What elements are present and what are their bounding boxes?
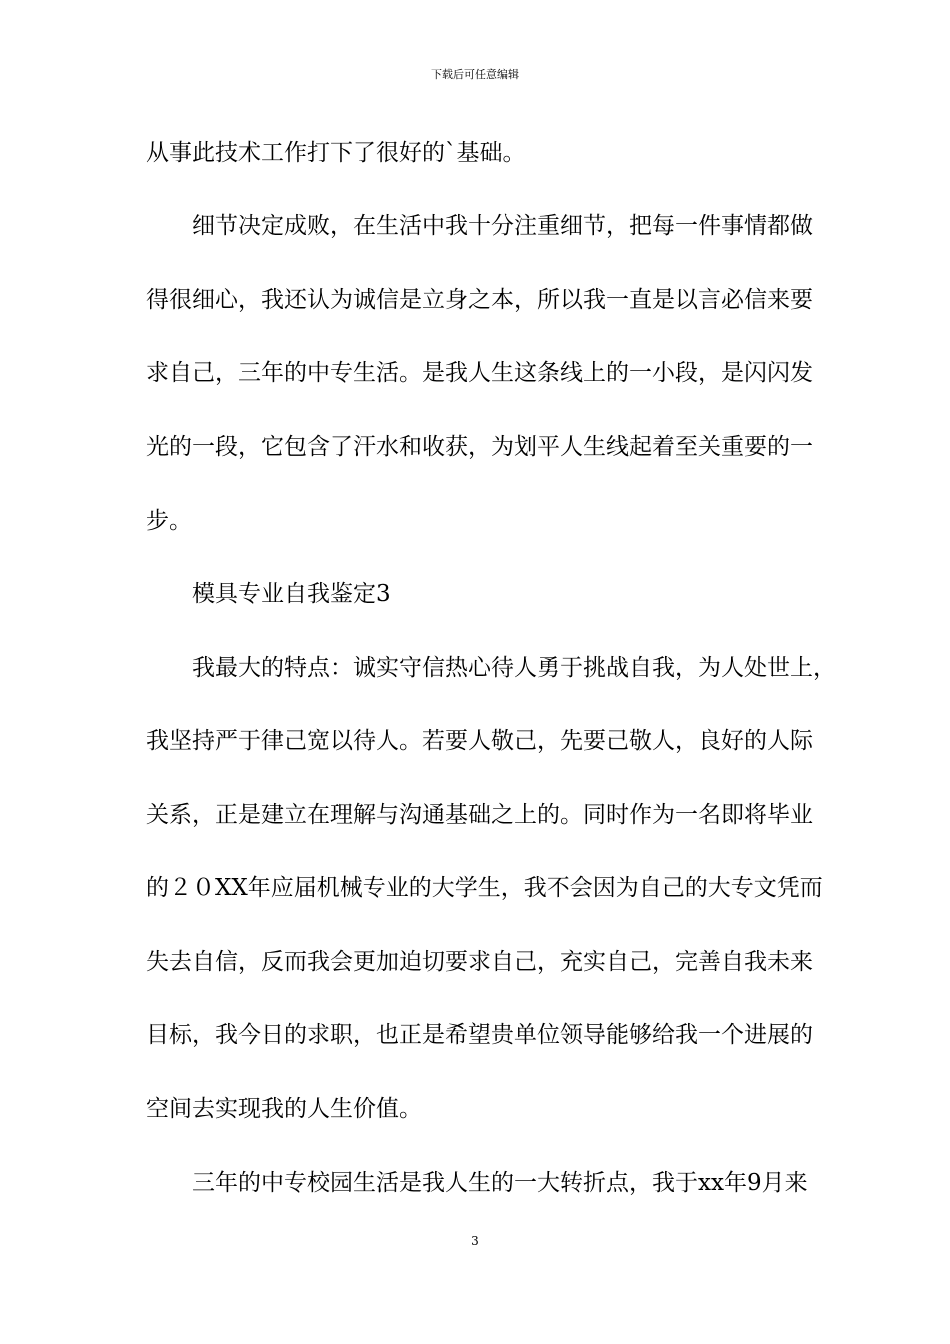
page-number: 3 xyxy=(471,1234,479,1248)
text-line: 得很细心，我还认为诚信是立身之本，所以我一直是以言必信来要 xyxy=(146,287,813,313)
text-line: 失去自信，反而我会更加迫切要求自己，充实自己，完善自我未来 xyxy=(146,949,813,975)
paragraph-first-line: 三年的中专校园生活是我人生的一大转折点，我于xx年9月来 xyxy=(192,1170,808,1196)
text-line: 从事此技术工作打下了很好的`基础。 xyxy=(146,140,526,166)
paragraph-first-line: 细节决定成败，在生活中我十分注重细节，把每一件事情都做 xyxy=(192,213,813,239)
text-line: 目标，我今日的求职，也正是希望贵单位领导能够给我一个进展的 xyxy=(146,1022,813,1048)
text-line: 空间去实现我的人生价值。 xyxy=(146,1096,422,1122)
text-line: 步。 xyxy=(146,508,192,534)
paragraph-first-line: 我最大的特点：诚实守信热心待人勇于挑战自我，为人处世上， xyxy=(192,655,836,681)
section-heading: 模具专业自我鉴定3 xyxy=(192,581,391,607)
text-line: 我坚持严于律己宽以待人。若要人敬己，先要己敬人，良好的人际 xyxy=(146,728,813,754)
text-line: 光的一段，它包含了汗水和收获，为划平人生线起着至关重要的一 xyxy=(146,434,813,460)
text-line: 的２０XX年应届机械专业的大学生，我不会因为自己的大专文凭而 xyxy=(146,875,823,901)
text-line: 求自己，三年的中专生活。是我人生这条线上的一小段，是闪闪发 xyxy=(146,360,813,386)
text-line: 关系，正是建立在理解与沟通基础之上的。同时作为一名即将毕业 xyxy=(146,802,813,828)
page-header: 下载后可任意编辑 xyxy=(431,68,519,81)
